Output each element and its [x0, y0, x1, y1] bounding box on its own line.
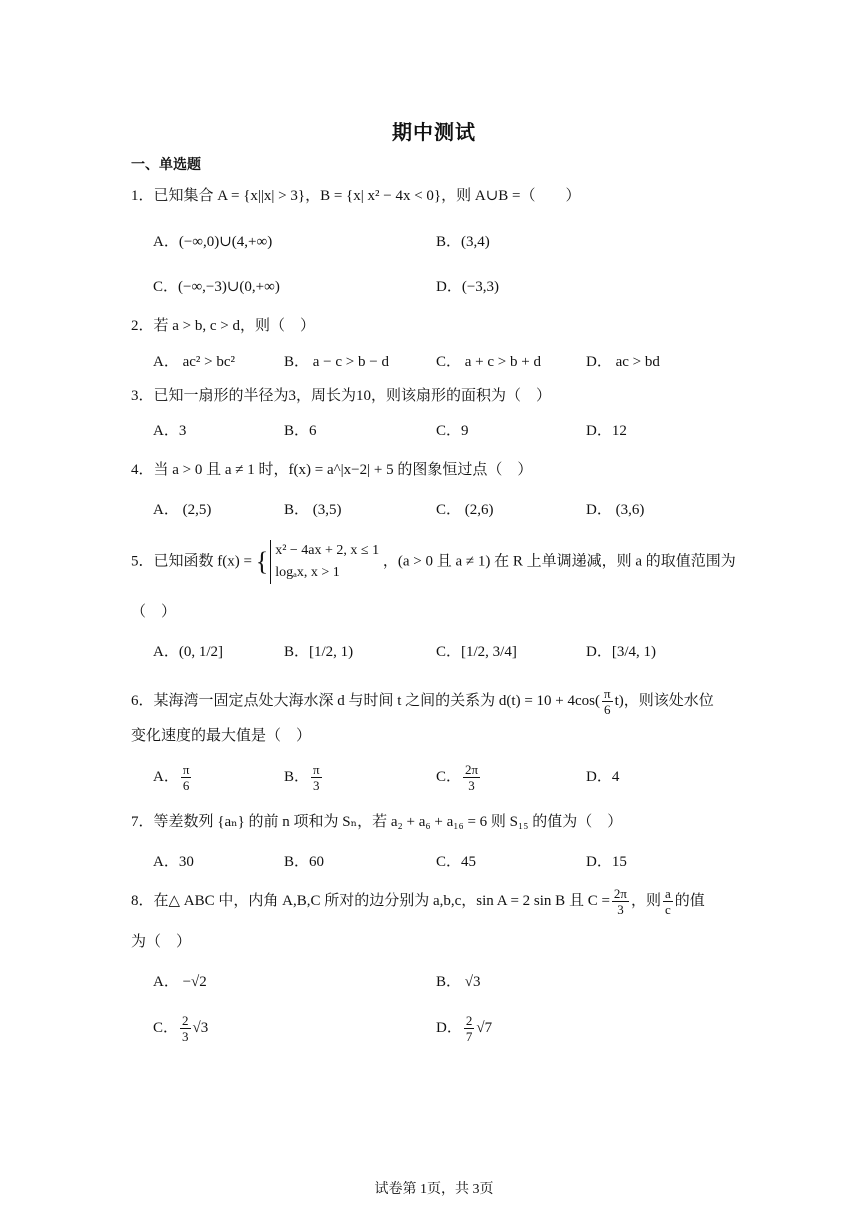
question-7-option-b: B．60 — [284, 854, 325, 870]
question-6-stem — [131, 686, 714, 717]
question-4-option-a: A． (2,5) — [153, 502, 212, 518]
fraction-numerator: 2π — [465, 762, 479, 777]
option-letter: A． — [153, 644, 179, 660]
fraction-denominator: 3 — [468, 778, 475, 793]
question-5-stem-suffix: ，(a > 0 且 a ≠ 1) 在 R 上单调递减，则 a 的取值范围为 — [382, 553, 736, 570]
fraction-numerator: a — [665, 886, 671, 902]
question-6-stem-suffix: t)，则该处水位 — [614, 693, 714, 709]
option-letter: C． — [436, 768, 462, 785]
question-3-option-c: C．9 — [436, 423, 469, 439]
question-5-option-c — [436, 642, 517, 662]
option-expression: [3/4, 1) — [611, 644, 657, 660]
question-5-stem-line2: （ ） — [131, 604, 177, 620]
question-8-stem-mid: ，则 — [630, 893, 661, 909]
fraction-numerator: π — [313, 762, 320, 777]
fraction-numerator: 2 — [465, 1013, 473, 1028]
option-expression: [1/2, 1) — [309, 644, 354, 660]
fraction-numerator: π — [604, 686, 611, 702]
question-8-option-b: B． √3 — [436, 974, 481, 990]
question-3-stem: 3．已知一扇形的半径为3，周长为10，则该扇形的面积为（ ） — [131, 388, 552, 404]
option-expression: (0, 1/2] — [178, 644, 224, 660]
fraction — [602, 686, 613, 717]
question-7-option-a: A．30 — [153, 854, 194, 870]
piecewise-cases — [270, 540, 379, 584]
question-7-option-c: C．45 — [436, 854, 477, 870]
question-8-stem — [131, 886, 705, 917]
question-3-option-b: B．6 — [284, 423, 317, 439]
question-1-option-c: C．(−∞,−3)∪(0,+∞) — [153, 279, 280, 295]
question-6-option-a — [153, 762, 193, 793]
fraction-denominator: 6 — [182, 778, 190, 793]
page-title: 期中测试 — [392, 120, 476, 144]
question-2-option-c: C． a + c > b + d — [436, 354, 541, 370]
question-7-option-d: D．15 — [586, 854, 627, 870]
question-2-option-a: A． ac² > bc² — [153, 354, 236, 370]
option-letter: D． — [436, 1019, 462, 1036]
question-8-option-a: A． −√2 — [153, 974, 207, 990]
question-6-option-b — [284, 762, 324, 793]
question-5-option-a — [153, 642, 223, 662]
option-letter: A． — [153, 768, 179, 785]
fraction-numerator: π — [182, 762, 190, 777]
option-letter: B． — [284, 644, 310, 660]
fraction — [463, 762, 480, 793]
page-footer: 试卷第 1页，共 3页 — [374, 1182, 494, 1197]
question-4-option-b: B． (3,5) — [284, 502, 342, 518]
piecewise-case-1: x² − 4ax + 2, x ≤ 1 — [275, 543, 380, 558]
question-6-option-d: D．4 — [586, 769, 620, 785]
section-heading: 一、单选题 — [131, 157, 201, 173]
question-8-option-c — [153, 1013, 208, 1044]
fraction-numerator: 2π — [613, 886, 627, 902]
question-1-option-a: A．(−∞,0)∪(4,+∞) — [153, 234, 273, 250]
question-1-option-d: D．(−3,3) — [436, 279, 500, 295]
question-8-option-d — [436, 1013, 492, 1044]
fraction-numerator: 2 — [182, 1013, 189, 1028]
question-6-option-c — [436, 762, 482, 793]
fraction — [464, 1013, 475, 1044]
piecewise-case-2: logₐx, x > 1 — [275, 565, 340, 580]
question-4-stem: 4．当 a > 0 且 a ≠ 1 时，f(x) = a^|x−2| + 5 的图象恒过点（ ） — [131, 462, 533, 478]
question-2-option-b: B． a − c > b − d — [284, 354, 389, 370]
fraction — [612, 886, 629, 917]
question-3-option-d: D．12 — [586, 423, 627, 439]
brace-symbol: { — [255, 547, 269, 576]
question-6-stem-prefix: 6．某海湾一固定点处大海水深 d 与时间 t 之间的关系为 d(t) = 10 + 4cos( — [131, 693, 600, 709]
question-5-option-b — [284, 642, 353, 662]
question-5-stem — [131, 540, 736, 584]
question-4-option-c: C． (2,6) — [436, 502, 494, 518]
option-expression: √7 — [476, 1019, 493, 1036]
fraction — [311, 762, 322, 793]
question-1-option-b: B．(3,4) — [436, 234, 490, 250]
question-8-stem-suffix: 的值 — [674, 893, 705, 909]
fraction — [663, 886, 673, 917]
question-2-option-d: D． ac > bd — [586, 354, 660, 370]
fraction-denominator: c — [665, 902, 671, 918]
question-4-option-d: D． (3,6) — [586, 502, 645, 518]
question-7-stem: 7．等差数列 {aₙ} 的前 n 项和为 Sₙ，若 a₂ + a₆ + a₁₆ = 6 则 S₁₅ 的值为（ ） — [131, 814, 623, 830]
fraction-denominator: 3 — [182, 1029, 189, 1044]
option-letter: D． — [586, 644, 612, 660]
question-5-stem-prefix: 5．已知函数 f(x) = — [131, 553, 252, 570]
question-6-stem-line2: 变化速度的最大值是（ ） — [131, 728, 312, 744]
option-letter: B． — [284, 768, 310, 785]
question-2-stem: 2．若 a > b, c > d，则（ ） — [131, 318, 315, 334]
option-expression: √3 — [192, 1019, 209, 1036]
question-3-option-a: A．3 — [153, 423, 187, 439]
fraction-denominator: 6 — [604, 702, 611, 718]
question-8-stem-line2: 为（ ） — [131, 934, 192, 950]
fraction-denominator: 3 — [313, 778, 320, 793]
option-letter: C． — [436, 644, 462, 660]
fraction — [181, 762, 192, 793]
option-letter: C． — [153, 1019, 179, 1036]
fraction — [180, 1013, 191, 1044]
fraction-denominator: 3 — [617, 902, 624, 918]
question-5-option-d — [586, 642, 656, 662]
option-expression: [1/2, 3/4] — [461, 644, 517, 660]
fraction-denominator: 7 — [465, 1029, 473, 1044]
question-1-stem: 1．已知集合 A = {x||x| > 3}，B = {x| x² − 4x < 0}，则 A∪B =（ ） — [131, 188, 581, 204]
question-8-stem-prefix: 8．在△ ABC 中，内角 A,B,C 所对的边分别为 a,b,c，sin A = 2 sin B 且 C = — [131, 893, 610, 909]
